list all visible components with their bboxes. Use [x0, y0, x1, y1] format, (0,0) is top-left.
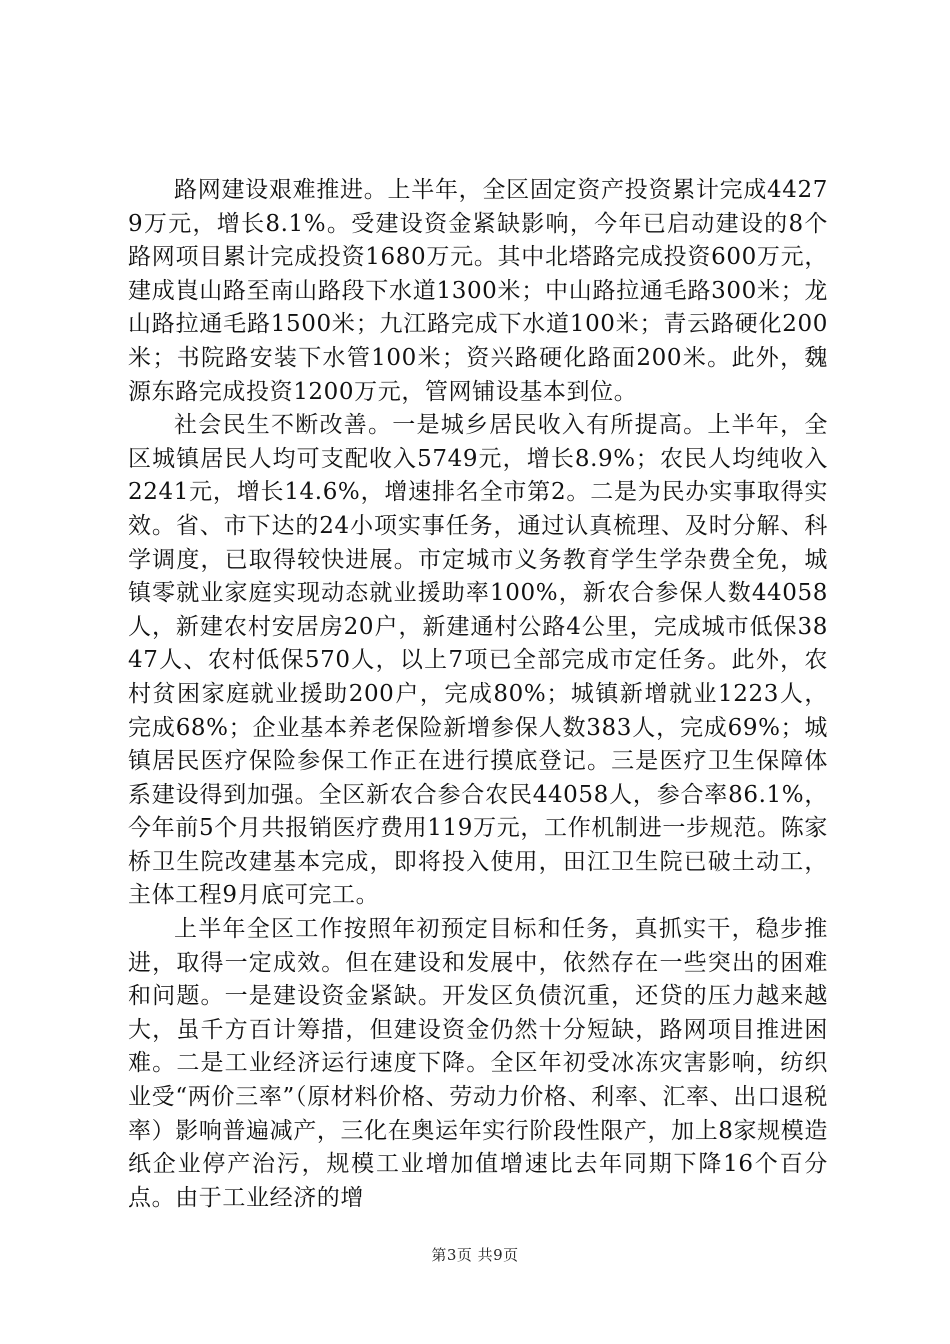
page-footer: 第3页 共9页: [431, 1246, 519, 1264]
paragraph-social-livelihood: 社会民生不断改善。一是城乡居民收入有所提高。上半年，全区城镇居民人均可支配收入5749元，增长8.9%；农民人均纯收入2241元，增长14.6%，增速排名全市第2。二是为民办实事取得实效。省、市下达的24小项实事任务，通过认真梳理、及时分解、科学调度，已取得较快进展。市定城市义务教育学生学杂费全免，城镇零就业家庭实现动态就业援助率100%，新农合参保人数44058人，新建农村安居房20户，新建通村公路4公里，完成城市低保3847人、农村低保570人，以上7项已全部完成市定任务。此外，农村贫困家庭就业援助200户，完成80%；城镇新增就业1223人，完成68%；企业基本养老保险新增参保人数383人，完成69%；城镇居民医疗保险参保工作正在进行摸底登记。三是医疗卫生保障体系建设得到加强。全区新农合参合农民44058人，参合率86.1%，今年前5个月共报销医疗费用119万元，工作机制进一步规范。陈家桥卫生院改建基本完成，即将投入使用，田江卫生院已破土动工，主体工程9月底可完工。: [128, 412, 828, 909]
paragraph-road-network: 路网建设艰难推进。上半年，全区固定资产投资累计完成44279万元，增长8.1%。受建设资金紧缺影响，今年已启动建设的8个路网项目累计完成投资1680万元。其中北塔路完成投资600万元，建成崀山路至南山路段下水道1300米；中山路拉通毛路300米；龙山路拉通毛路1500米；九江路完成下水道100米；青云路硬化200米；书院路安装下水管100米；资兴路硬化路面200米。此外，魏源东路完成投资1200万元，管网铺设基本到位。: [128, 177, 828, 405]
paragraph-problems: 上半年全区工作按照年初预定目标和任务，真抓实干，稳步推进，取得一定成效。但在建设和发展中，依然存在一些突出的困难和问题。一是建设资金紧缺。开发区负债沉重，还贷的压力越来越大，虽千方百计筹措，但建设资金仍然十分短缺，路网项目推进困难。二是工业经济运行速度下降。全区年初受冰冻灾害影响，纺织业受“两价三率”（原材料价格、劳动力价格、利率、汇率、出口退税率）影响普遍减产，三化在奥运年实行阶段性限产，加上8家规模造纸企业停产治污，规模工业增加值增速比去年同期下降16个百分点。由于工业经济的增: [128, 916, 828, 1211]
document-body: [128, 174, 828, 1215]
